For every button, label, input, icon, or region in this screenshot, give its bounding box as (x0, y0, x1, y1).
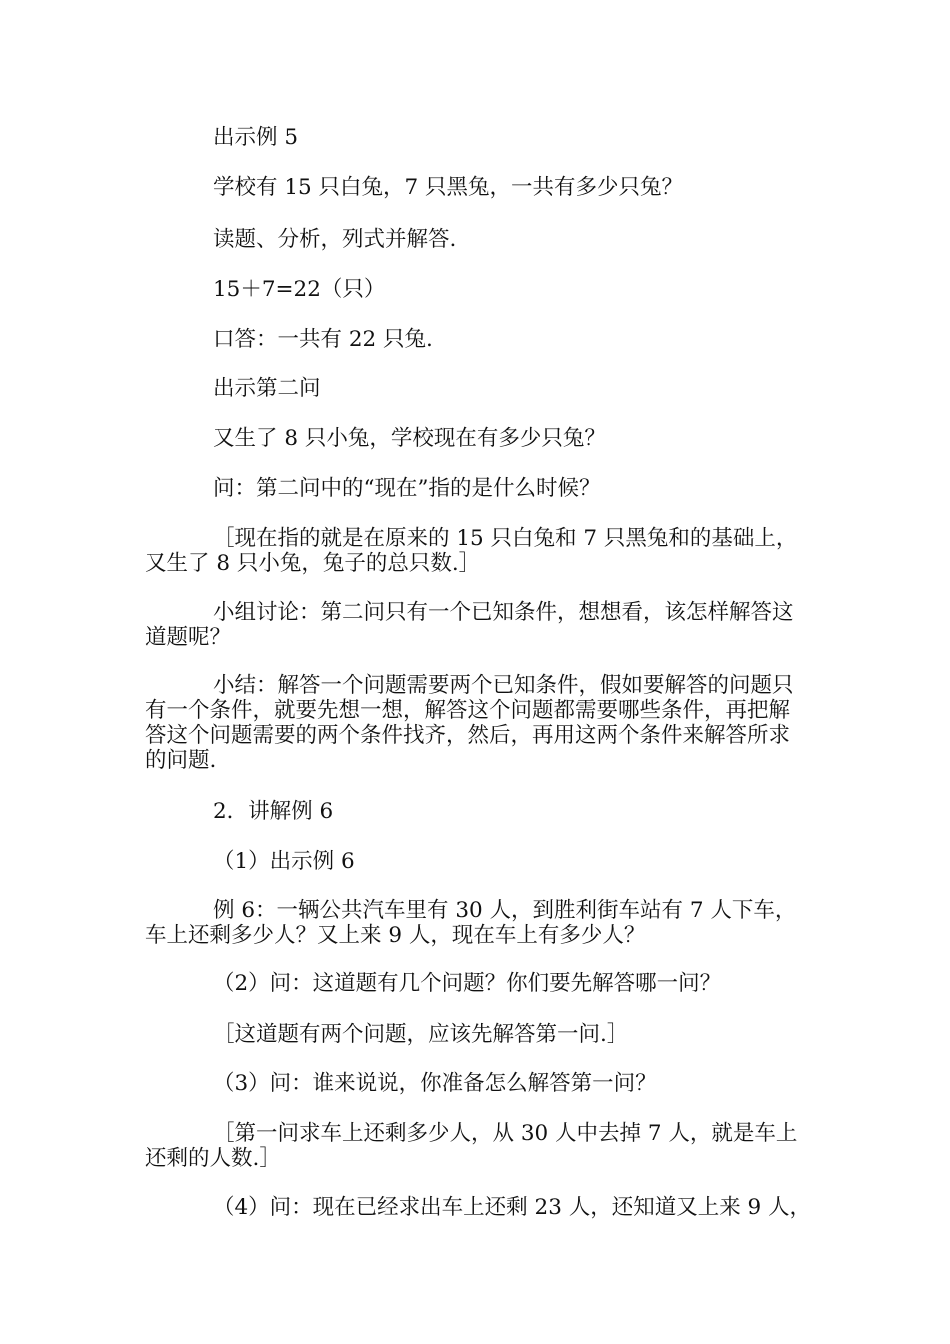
paragraph-group-discussion (145, 600, 810, 650)
paragraph-answer3 (145, 1121, 810, 1171)
paragraph-text: 小组讨论：第二问只有一个已知条件，想想看，该怎样解答这道题呢？ (145, 600, 794, 650)
paragraph-oral-answer: 口答：一共有 22 只兔. (213, 327, 433, 352)
paragraph-text: ［第一问求车上还剩多少人，从 30 人中去掉 7 人，就是车上还剩的人数.］ (145, 1121, 798, 1171)
paragraph-read-analyze: 读题、分析，列式并解答. (213, 227, 457, 252)
paragraph-question2: （2）问：这道题有几个问题？你们要先解答哪一问？ (213, 971, 722, 996)
paragraph-text: 小结：解答一个问题需要两个已知条件，假如要解答的问题只有一个条件，就要先想一想，解答这个问题都需要哪些条件，再把解答这个问题需要的两个条件找齐，然后，再用这两个条件来解答所求的问题. (145, 673, 794, 773)
paragraph-show-example6: （1）出示例 6 (213, 849, 355, 874)
paragraph-question4: （4）问：现在已经求出车上还剩 23 人，还知道又上来 9 人， (213, 1195, 812, 1220)
paragraph-now-explanation (145, 526, 810, 576)
paragraph-question3: （3）问：谁来说说，你准备怎么解答第一问？ (213, 1071, 657, 1096)
paragraph-example6 (145, 898, 810, 948)
paragraph-equation: 15＋7=22（只） (213, 277, 386, 302)
paragraph-show-second-question: 出示第二问 (213, 376, 321, 401)
paragraph-summary (145, 673, 810, 773)
paragraph-answer2: ［这道题有两个问题，应该先解答第一问.］ (213, 1022, 629, 1047)
paragraph-rabbit-question: 学校有 15 只白兔，7 只黑兔，一共有多少只兔？ (213, 175, 684, 200)
paragraph-text: ［现在指的就是在原来的 15 只白兔和 7 只黑兔和的基础上，又生了 8 只小兔，兔子的总只数.］ (145, 526, 798, 576)
paragraph-explain-example6: 2．讲解例 6 (213, 799, 334, 824)
paragraph-example5-title: 出示例 5 (213, 125, 299, 150)
paragraph-text: 例 6：一辆公共汽车里有 30 人，到胜利街车站有 7 人下车，车上还剩多少人？又上来 9 人，现在车上有多少人？ (145, 898, 797, 948)
paragraph-ask-now: 问：第二问中的“现在”指的是什么时候？ (213, 476, 601, 501)
paragraph-second-question: 又生了 8 只小兔，学校现在有多少只兔？ (213, 426, 606, 451)
